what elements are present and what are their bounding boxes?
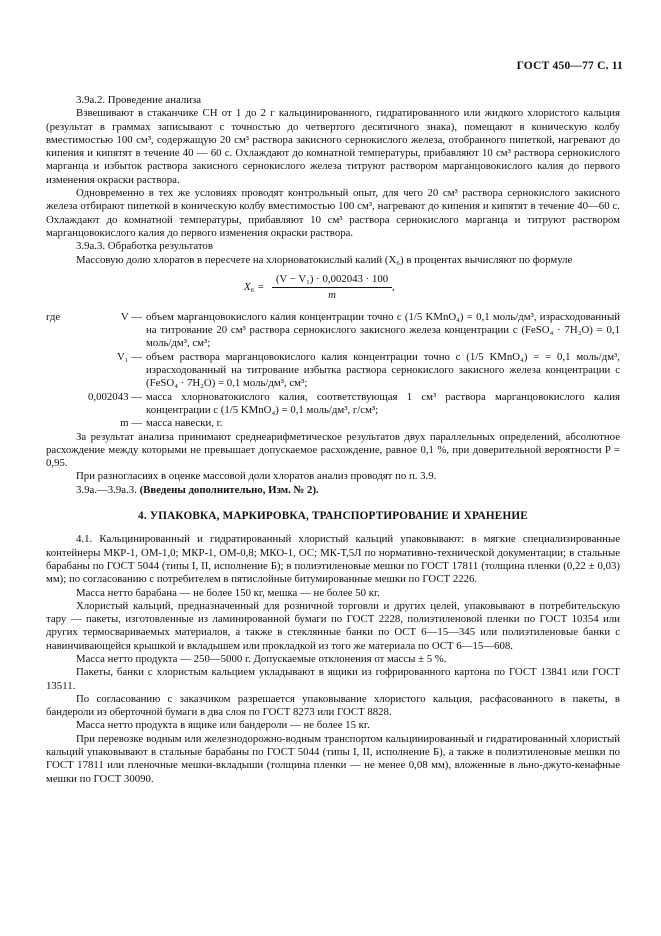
definition-text: масса хлорноватокислого калия, соответствующая 1 см³ раствора марганцовокислого калия концентрации c (1/5 KMnO₄) = 0,1 моль/дм³, г/см³;	[146, 390, 620, 416]
paragraph: Масса нетто продукта — 250—5000 г. Допускаемые отклонения от массы ± 5 %.	[76, 652, 447, 665]
definition-v1	[46, 351, 620, 391]
amendment-ref: 3.9а.—3.9а.3.	[76, 483, 137, 496]
definition-v	[46, 311, 620, 351]
variable-definitions	[46, 311, 620, 431]
subsection-title-3-9a-2: 3.9а.2. Проведение анализа	[76, 94, 202, 106]
definition-text: объем марганцовокислого калия концентрации точно c (1/5 KMnO₄) = 0,1 моль/дм³, израсходованный на титрование 20 см³ раствора сернокислого закисного железа концентрации c (FeSO₄ · 7H₂O) = 0,1 моль/дм³, см³;	[146, 310, 620, 350]
subsection-title-3-9a-3: 3.9а.3. Обработка результатов	[76, 240, 213, 253]
definition-m	[46, 417, 620, 430]
paragraph: Одновременно в тех же условиях проводят контрольный опыт, для чего 20 см³ раствора сернокислого закисного железа отбирают пипеткой в коническую колбу вместимостью 100 см³, нагревают до кипения и кипятят в течение 40—60 с. Охлаждают до комнатной температуры, прибавляют 10 см³ раствора сернокислого марганца и титруют раствором марганцовокислого калия до первого изменения окраски раствора.	[46, 187, 620, 239]
page-header: ГОСТ 450—77 С. 11	[516, 60, 623, 72]
definition-coefficient	[46, 391, 620, 418]
definition-text: объем раствора марганцовокислого калия концентрации точно c (1/5 KMnO₄) = = 0,1 моль/дм³, израсходованный на титрование избытка раствора сернокислого закисного железа концентрации c (FeSO₄ · 7H₂O) = 0,1 моль/дм³, см³;	[146, 350, 620, 390]
paragraph: 4.1. Кальцинированный и гидратированный хлористый кальций упаковывают: в мягкие специализированные контейнеры МКР-1, ОМ-1,0; МКР-1, ОМ-0,8; МКО-1, ОС; МК-Т,5Л по нормативно-технической документации; в стальные барабаны по ГОСТ 5044 (типы I, II, исполнение Б); в полиэтиленовые мешки по ГОСТ 17811 (толщина пленки (0,22 ± 0,03) мм); по согласованию с потребителем в пятислойные битумированные мешки по ГОСТ 2226.	[46, 533, 620, 586]
formula	[46, 273, 620, 307]
section-4-title: 4. УПАКОВКА, МАРКИРОВКА, ТРАНСПОРТИРОВАНИЕ И ХРАНЕНИЕ	[138, 510, 528, 523]
paragraph: Хлористый кальций, предназначенный для розничной торговли и других целей, упаковывают в потребительскую тару — пакеты, изготовленные из ламинированной бумаги по ГОСТ 2228, полиэтиленовой пленки по ГОСТ 10354 или других термосвариваемых материалов, а также в стеклянные банки по ОСТ 6—15—345 или полиэтиленовые банки с навинчивающейся крышкой и вкладышем или прокладкой из того же материала по ОСТ 6—15—608.	[46, 599, 620, 652]
definition-symbol: V —	[120, 310, 142, 323]
paragraph: При перевозке водным или железнодорожно-водным транспортом кальцинированный и гидратированный хлористый кальций упаковывают в стальные барабаны по ГОСТ 5044 (типы I, II, исполнение Б), а также в полиэтиленовые мешки по ГОСТ 17811 или пленочные мешки-вкладыши (толщина пленки — не менее 0,08 мм), вложенные в льно-джуто-кенафные мешки по ГОСТ 30090.	[46, 732, 620, 785]
paragraph: По согласованию с заказчиком разрешается упаковывание хлористого кальция, расфасованного в пакеты, в бандероли из оберточной бумаги в два слоя по ГОСТ 8273 или ГОСТ 8828.	[46, 692, 620, 719]
paragraph: Массовую долю хлоратов в пересчете на хлорноватокислый калий (X₆) в процентах вычисляют по формуле	[76, 253, 573, 266]
formula-tail: ,	[392, 280, 395, 293]
paragraph: Пакеты, банки с хлористым кальцием укладывают в ящики из гофрированного картона по ГОСТ 13841 или ГОСТ 13511.	[46, 666, 620, 692]
formula-lhs: X₆ =	[244, 280, 265, 293]
definition-text: масса навески, г.	[146, 417, 223, 430]
paragraph: За результат анализа принимают среднеарифметическое результатов двух параллельных определений, абсолютное расхождение между которыми не превышает допускаемое расхождение, равное 0,1 %, при доверительной вероятности P = 0,95.	[46, 430, 620, 470]
formula-numerator: (V − V₁) · 0,002043 · 100	[272, 273, 392, 288]
formula-denominator: m	[328, 289, 336, 302]
amendment-text: (Введены дополнительно, Изм. № 2).	[139, 483, 319, 496]
paragraph: Масса нетто барабана — не более 150 кг, мешка — не более 50 кг.	[76, 586, 380, 599]
definition-symbol: m —	[120, 417, 142, 430]
formula-fraction	[272, 273, 392, 303]
paragraph: Масса нетто продукта в ящике или бандероли — не более 15 кг.	[76, 719, 370, 732]
page-body	[46, 94, 620, 786]
definition-symbol: V₁ —	[116, 350, 142, 363]
amendment-note	[46, 484, 620, 497]
paragraph: Взвешивают в стаканчике СН от 1 до 2 г кальцинированного, гидратированного или жидкого хлористого кальция (результат в граммах записывают с точностью до четвертого десятичного знака), помещают в коническую колбу вместимостью 100 см³, содержащую 20 см³ раствора закисного сернокислого железа, отобранного пипеткой, нагревают до кипения и кипятят в течение 40 — 60 с. Охлаждают до комнатной температуры, прибавляют 10 см³ раствора сернокислого марганца и избыток раствора закисного сернокислого железа титруют раствором марганцовокислого калия до первого изменения окраски раствора.	[46, 107, 620, 186]
where-word: где	[46, 310, 61, 323]
paragraph: При разногласиях в оценке массовой доли хлоратов анализ проводят по п. 3.9.	[76, 470, 437, 483]
definition-symbol: 0,002043 —	[88, 390, 142, 403]
